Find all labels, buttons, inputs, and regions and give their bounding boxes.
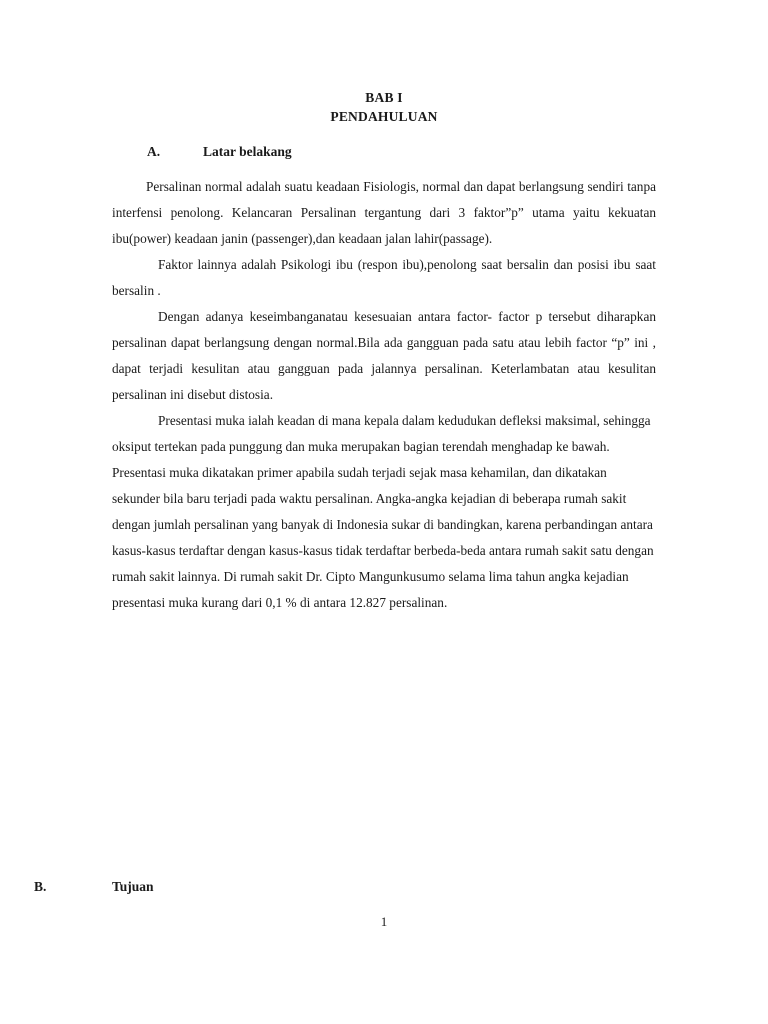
section-b-letter: B. (34, 879, 47, 894)
section-a-title: Latar belakang (203, 144, 292, 159)
body-text (112, 174, 656, 616)
paragraph-1: Persalinan normal adalah suatu keadaan Fisiologis, normal dan dapat berlangsung sendiri tanpa interfensi penolong. Kelancaran Persalinan tergantung dari 3 faktor”p” utama yaitu kekuatan ibu(power) keadaan janin (passenger),dan keadaan jalan lahir(passage). (112, 179, 656, 246)
paragraph-3: Dengan adanya keseimbanganatau kesesuaian antara factor- factor p tersebut diharapkan persalinan dapat berlangsung dengan normal.Bila ada gangguan pada satu atau lebih factor “p” ini , dapat terjadi kesulitan atau gangguan pada jalannya persalinan. Keterlambatan atau kesulitan persalinan ini disebut distosia. (112, 309, 656, 402)
section-a-letter: A. (147, 144, 161, 159)
chapter-title: PENDAHULUAN (330, 109, 438, 124)
paragraph-4: Presentasi muka ialah keadan di mana kepala dalam kedudukan defleksi maksimal, sehingga oksiput tertekan pada punggung dan muka merupakan bagian terendah menghadap ke bawah. Presentasi muka dikatakan primer apabila sudah terjadi sejak masa kehamilan, dan dikatakan sekunder bila baru terjadi pada waktu persalinan. Angka-angka kejadian di beberapa rumah sakit dengan jumlah persalinan yang banyak di Indonesia sukar di bandingkan, karena perbandingan antara kasus-kasus terdaftar dengan kasus-kasus tidak terdaftar berbeda-beda antara rumah sakit satu dengan rumah sakit lainnya. Di rumah sakit Dr. Cipto Mangunkusumo selama lima tahun angka kejadian presentasi muka kurang dari 0,1 % di antara 12.827 persalinan. (112, 413, 654, 610)
section-b-title: Tujuan (112, 879, 154, 894)
page-number: 1 (380, 914, 388, 929)
paragraph-2: Faktor lainnya adalah Psikologi ibu (respon ibu),penolong saat bersalin dan posisi ibu saat bersalin . (112, 257, 656, 298)
chapter-number: BAB I (365, 90, 403, 105)
